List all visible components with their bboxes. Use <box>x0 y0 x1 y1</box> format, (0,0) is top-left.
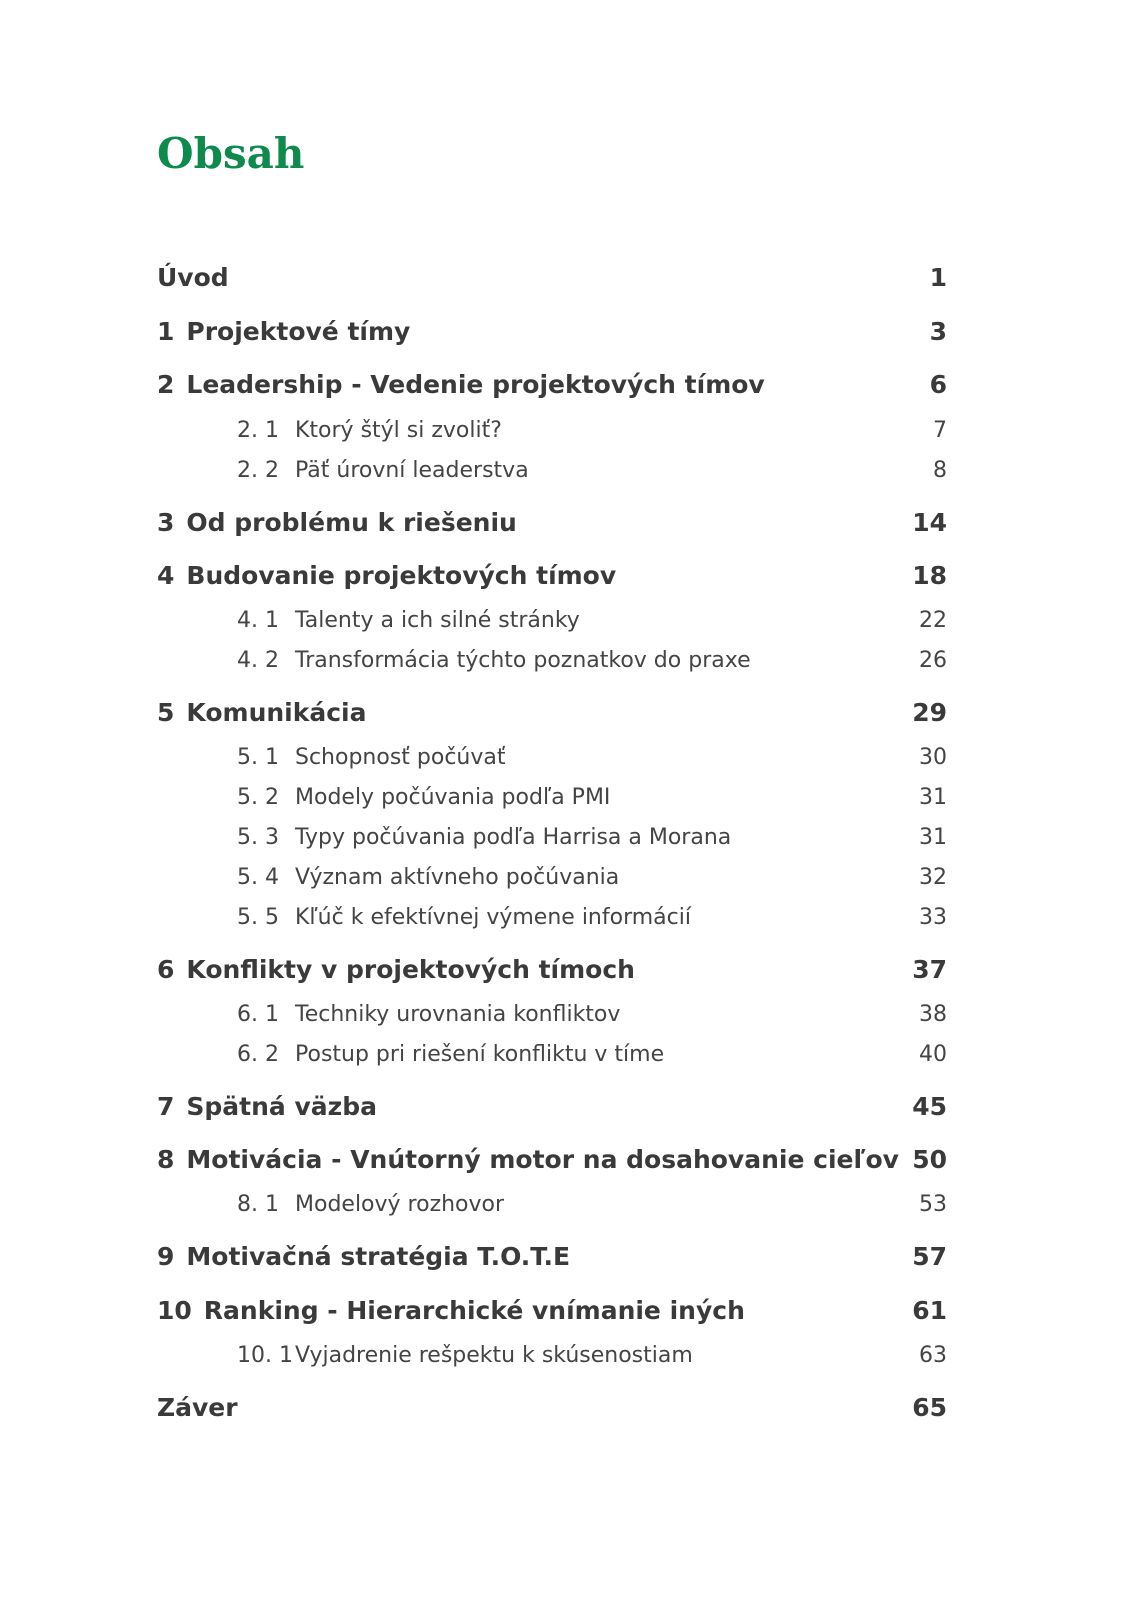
toc-entry-label <box>157 1090 377 1124</box>
toc-entry-title: Typy počúvania podľa Harrisa a Morana <box>295 825 732 850</box>
toc-entry-page: 30 <box>919 745 947 770</box>
toc-entry-label <box>237 604 580 638</box>
toc-entry-title: Ranking - Hierarchické vnímanie iných <box>203 1296 745 1325</box>
toc-entry-page: 33 <box>919 905 947 930</box>
toc-entry-title: Talenty a ich silné stránky <box>295 608 580 633</box>
toc-subentry[interactable] <box>0 901 1123 935</box>
toc-entry-title: Komunikácia <box>186 698 367 727</box>
toc-subentry[interactable] <box>0 821 1123 855</box>
toc-entry-label <box>237 414 502 448</box>
toc-entry-label <box>157 1391 238 1425</box>
toc-entry-label <box>157 1240 570 1274</box>
toc-entry-number: 2. 1 <box>237 418 279 443</box>
toc-entry[interactable] <box>0 506 1123 540</box>
toc-entry-title: Ktorý štýl si zvoliť? <box>295 418 502 443</box>
toc-entry-number: 2. 2 <box>237 458 279 483</box>
toc-entry-label <box>157 315 410 349</box>
toc-entry-number: 2 <box>157 370 175 399</box>
toc-entry-page: 31 <box>919 785 947 810</box>
toc-subentry[interactable] <box>0 604 1123 638</box>
toc-entry-title: Transformácia týchto poznatkov do praxe <box>295 648 751 673</box>
toc-entry-number: 6. 2 <box>237 1042 279 1067</box>
toc-entry-number: 7 <box>157 1092 175 1121</box>
toc-entry-label <box>157 1294 745 1328</box>
toc-entry-number: 3 <box>157 508 175 537</box>
toc-entry-title: Techniky urovnania konfliktov <box>295 1002 621 1027</box>
toc-entry-page: 1 <box>929 263 947 292</box>
toc-entry-label <box>157 261 229 295</box>
toc-entry-title: Úvod <box>157 263 229 292</box>
toc-entry-label <box>157 368 765 402</box>
toc-entry[interactable] <box>0 953 1123 987</box>
toc-entry-title: Záver <box>157 1393 238 1422</box>
toc-entry-page: 18 <box>912 561 947 590</box>
toc-entry-number: 6. 1 <box>237 1002 279 1027</box>
toc-entry-page: 7 <box>933 418 947 443</box>
toc-entry[interactable] <box>0 1143 1123 1177</box>
toc-entry-number: 5. 2 <box>237 785 279 810</box>
page-title: Obsah <box>157 129 305 178</box>
toc-subentry[interactable] <box>0 644 1123 678</box>
toc-entry-label <box>157 696 366 730</box>
toc-subentry[interactable] <box>0 861 1123 895</box>
toc-entry-page: 45 <box>912 1092 947 1121</box>
toc-entry-number: 5. 5 <box>237 905 279 930</box>
toc-entry-title: Postup pri riešení konfliktu v tíme <box>295 1042 665 1067</box>
toc-entry-label <box>237 821 731 855</box>
toc-entry-title: Od problému k riešeniu <box>186 508 517 537</box>
toc-entry-number: 4 <box>157 561 175 590</box>
toc-entry[interactable] <box>0 1090 1123 1124</box>
toc-entry-page: 50 <box>912 1145 947 1174</box>
toc-entry-page: 40 <box>919 1042 947 1067</box>
toc-entry-number: 10. 1 <box>237 1343 293 1368</box>
toc-entry-page: 14 <box>912 508 947 537</box>
toc-entry-number: 5 <box>157 698 175 727</box>
toc-entry-title: Projektové tímy <box>186 317 411 346</box>
toc-entry-label <box>237 1339 693 1373</box>
toc-entry-title: Význam aktívneho počúvania <box>295 865 620 890</box>
toc-entry-title: Motivácia - Vnútorný motor na dosahovanie cieľov <box>186 1145 899 1174</box>
toc-entry-page: 38 <box>919 1002 947 1027</box>
toc-entry-page: 6 <box>929 370 947 399</box>
toc-entry-number: 5. 4 <box>237 865 279 890</box>
toc-entry-title: Budovanie projektových tímov <box>186 561 617 590</box>
toc-entry-page: 32 <box>919 865 947 890</box>
toc-entry-number: 1 <box>157 317 175 346</box>
toc-entry-page: 53 <box>919 1192 947 1217</box>
toc-entry-number: 10 <box>157 1296 192 1325</box>
toc-entry-label <box>237 781 610 815</box>
toc-entry-label <box>237 1038 664 1072</box>
toc-entry-label <box>237 644 751 678</box>
toc-entry-page: 57 <box>912 1242 947 1271</box>
toc-entry-title: Vyjadrenie rešpektu k skúsenostiam <box>295 1343 693 1368</box>
toc-entry[interactable] <box>0 1391 1123 1425</box>
toc-entry[interactable] <box>0 368 1123 402</box>
toc-entry-title: Leadership - Vedenie projektových tímov <box>186 370 765 399</box>
toc-entry-label <box>157 506 517 540</box>
toc-entry-label <box>237 998 620 1032</box>
toc-entry-title: Päť úrovní leaderstva <box>295 458 529 483</box>
toc-entry-label <box>157 953 635 987</box>
toc-subentry[interactable] <box>0 998 1123 1032</box>
toc-entry-title: Schopnosť počúvať <box>295 745 506 770</box>
toc-entry[interactable] <box>0 559 1123 593</box>
toc-entry-page: 8 <box>933 458 947 483</box>
toc-entry[interactable] <box>0 1294 1123 1328</box>
toc-entry-label <box>157 1143 899 1177</box>
toc-entry[interactable] <box>0 1240 1123 1274</box>
toc-entry-page: 37 <box>912 955 947 984</box>
toc-entry-title: Spätná väzba <box>186 1092 377 1121</box>
toc-entry-number: 9 <box>157 1242 175 1271</box>
toc-subentry[interactable] <box>0 741 1123 775</box>
toc-entry-number: 8 <box>157 1145 175 1174</box>
toc-entry-number: 4. 2 <box>237 648 279 673</box>
toc-entry-page: 61 <box>912 1296 947 1325</box>
toc-entry-title: Modely počúvania podľa PMI <box>295 785 611 810</box>
toc-entry-title: Modelový rozhovor <box>295 1192 505 1217</box>
toc-entry-label <box>237 1188 504 1222</box>
toc-entry[interactable] <box>0 261 1123 295</box>
toc-entry-label <box>237 861 619 895</box>
toc-entry-page: 3 <box>929 317 947 346</box>
toc-entry-page: 31 <box>919 825 947 850</box>
toc-entry[interactable] <box>0 315 1123 349</box>
toc-entry-label <box>237 901 691 935</box>
toc-entry-number: 5. 1 <box>237 745 279 770</box>
toc-entry-page: 26 <box>919 648 947 673</box>
toc-entry[interactable] <box>0 696 1123 730</box>
toc-subentry[interactable] <box>0 1038 1123 1072</box>
toc-entry-title: Konflikty v projektových tímoch <box>186 955 635 984</box>
toc-entry-label <box>237 454 529 488</box>
toc-entry-label <box>157 559 616 593</box>
toc-subentry[interactable] <box>0 414 1123 448</box>
toc-entry-number: 5. 3 <box>237 825 279 850</box>
toc-entry-page: 63 <box>919 1343 947 1368</box>
toc-entry-page: 29 <box>912 698 947 727</box>
toc-subentry[interactable] <box>0 1339 1123 1373</box>
toc-entry-title: Motivačná stratégia T.O.T.E <box>186 1242 571 1271</box>
toc-entry-page: 22 <box>919 608 947 633</box>
toc-entry-number: 8. 1 <box>237 1192 279 1217</box>
toc-entry-title: Kľúč k efektívnej výmene informácií <box>295 905 691 930</box>
toc-subentry[interactable] <box>0 781 1123 815</box>
toc-subentry[interactable] <box>0 1188 1123 1222</box>
toc-entry-label <box>237 741 506 775</box>
toc-entry-number: 4. 1 <box>237 608 279 633</box>
toc-subentry[interactable] <box>0 454 1123 488</box>
toc-entry-page: 65 <box>912 1393 947 1422</box>
toc-entry-number: 6 <box>157 955 175 984</box>
